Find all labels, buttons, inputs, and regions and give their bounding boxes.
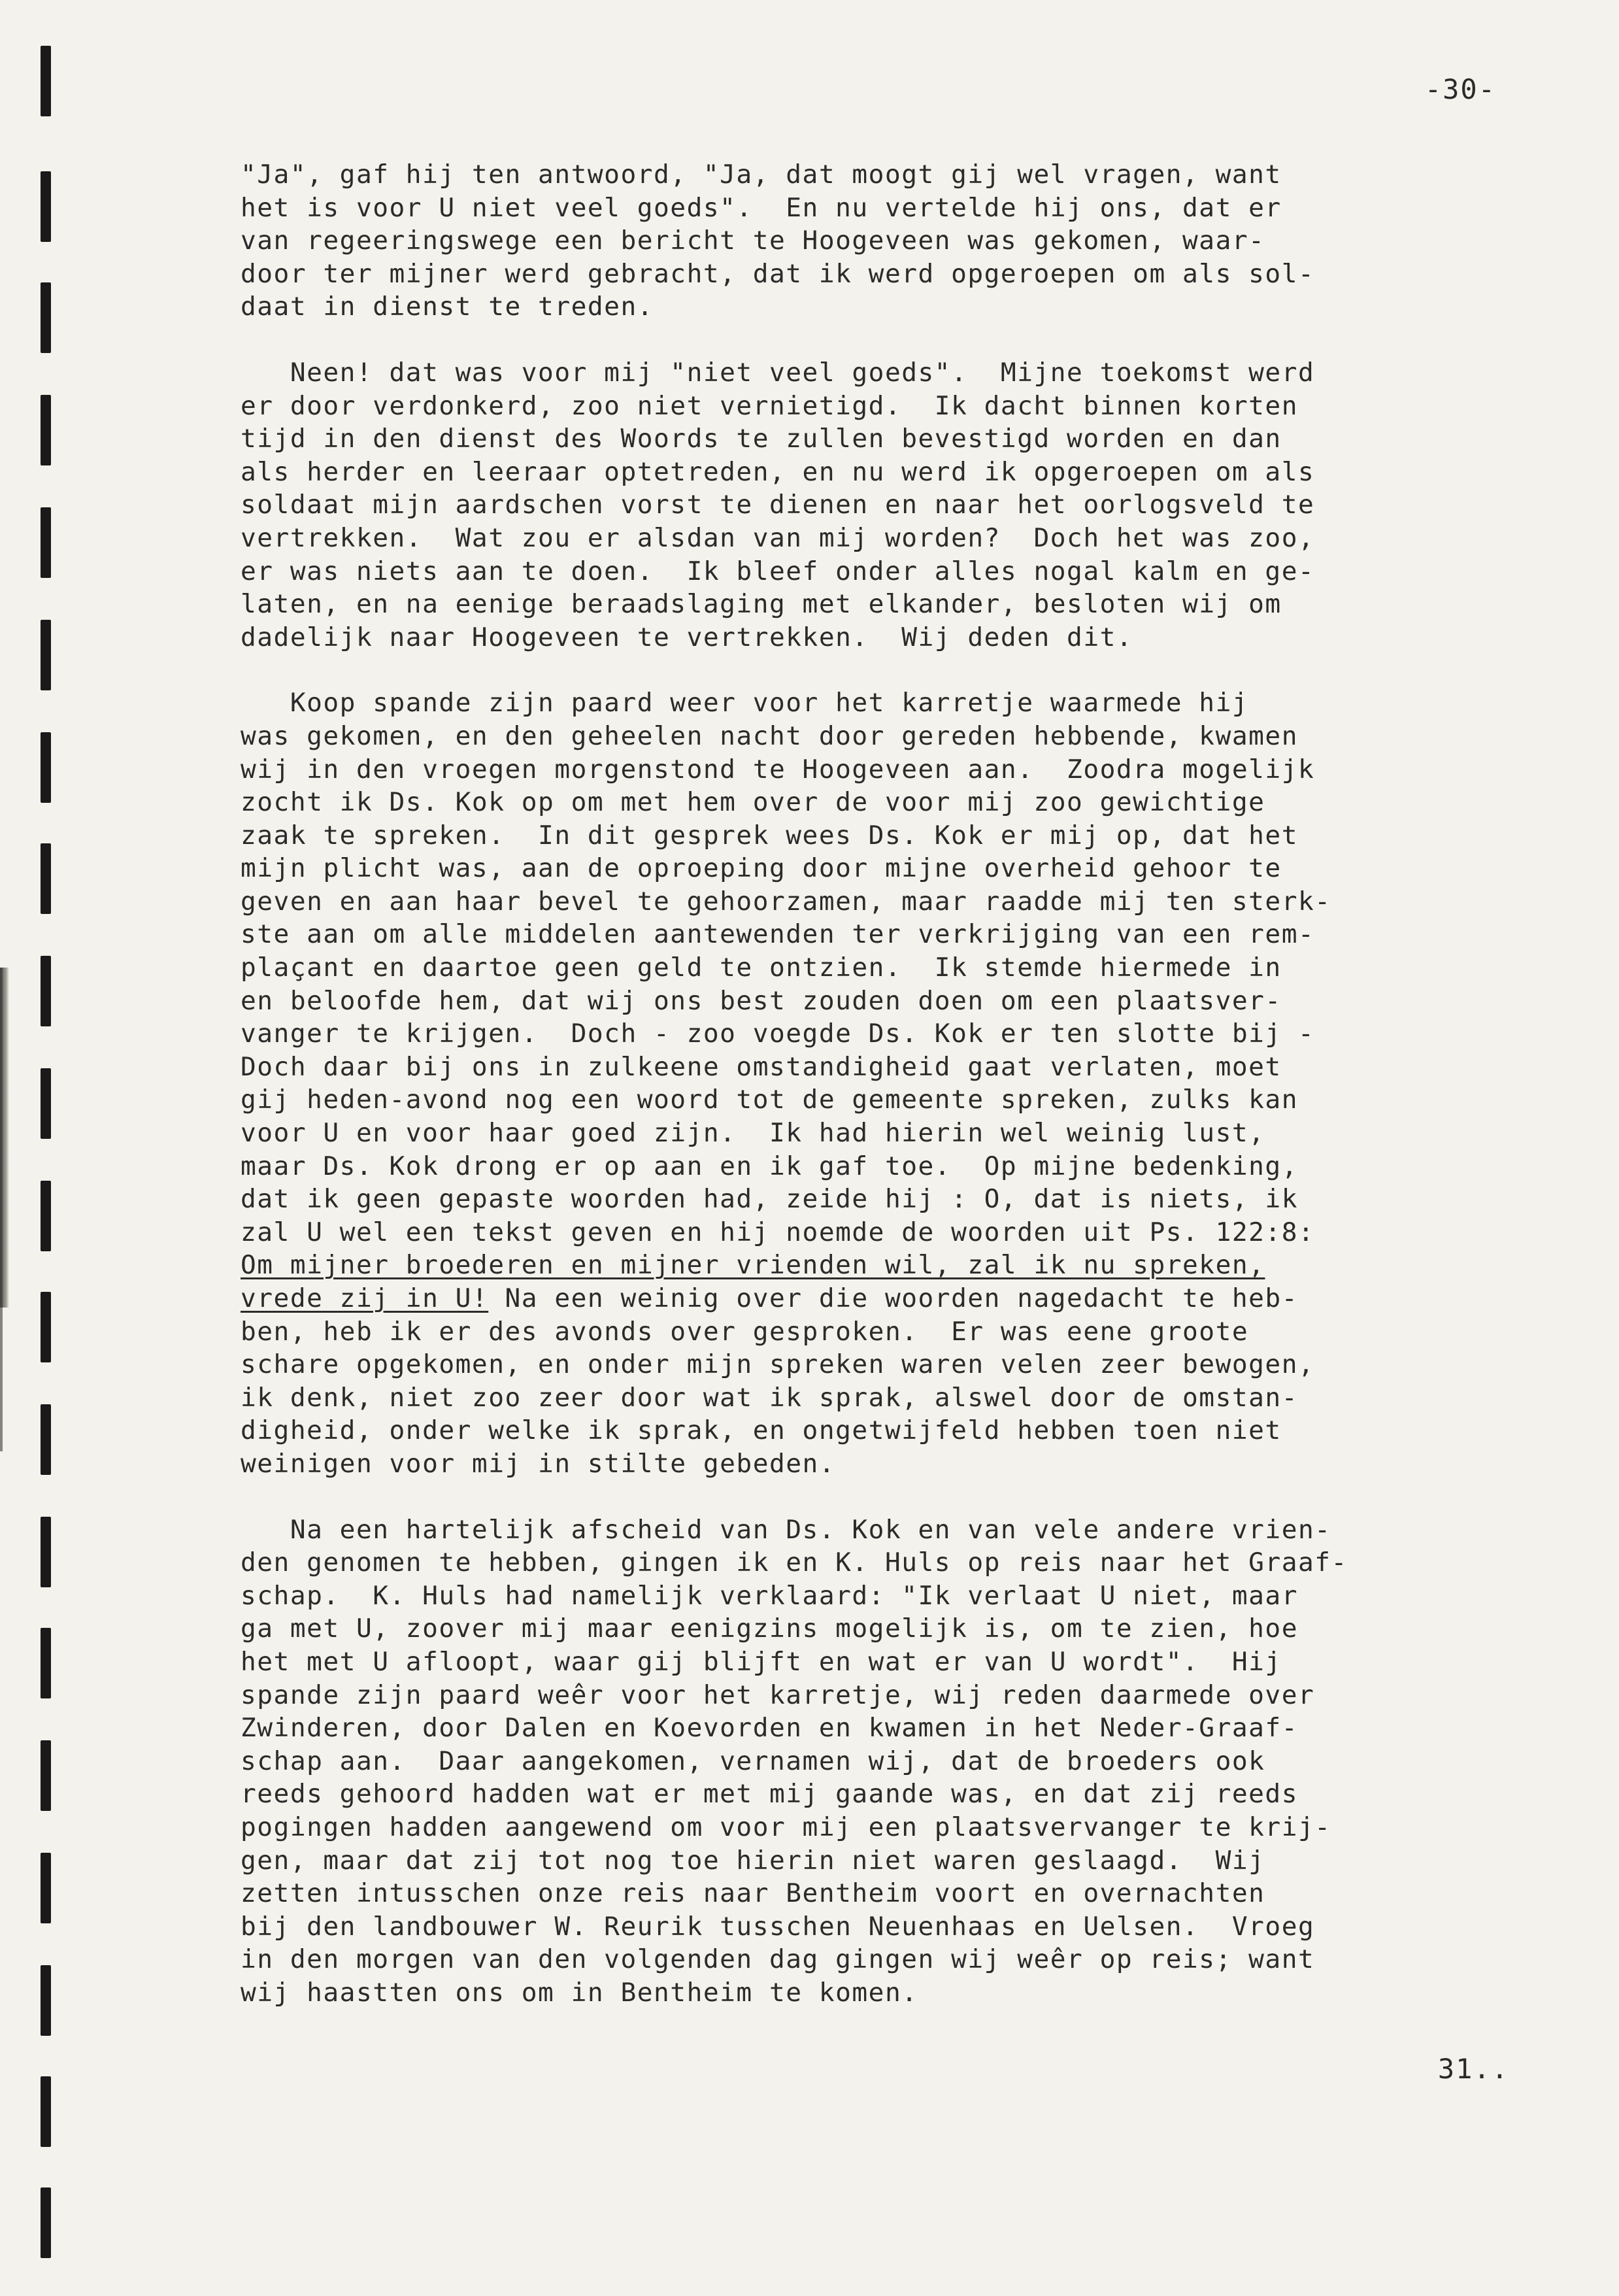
binding-hole [41,1628,51,1698]
page-edge-line [0,968,3,1451]
binding-hole [41,171,51,242]
text-line: schare opgekomen, en onder mijn spreken waren velen zeer bewogen, [241,1349,1315,1380]
binding-hole [41,732,51,803]
text-line: voor U en voor haar goed zijn. Ik had hierin wel weinig lust, [241,1118,1265,1149]
binding-hole [41,1740,51,1811]
text-line: was gekomen, en den geheelen nacht door gereden hebbende, kwamen [241,720,1298,751]
text-line: Zwinderen, door Dalen en Koevorden en kwamen in het Neder-Graaf- [241,1713,1298,1744]
text-line: er door verdonkerd, zoo niet vernietigd. Ik dacht binnen korten [241,390,1298,421]
text-line: gen, maar dat zij tot nog toe hierin niet waren geslaagd. Wij [241,1845,1265,1876]
binding-hole [41,843,51,914]
text-line: plaçant en daartoe geen geld te ontzien. Ik stemde hiermede in [241,953,1282,983]
text-line: van regeeringswege een bericht te Hoogeveen was gekomen, waar- [241,226,1265,256]
text-line: reeds gehoord hadden wat er met mij gaande was, en dat zij reeds [241,1779,1298,1810]
text-line: zaak te spreken. In dit gesprek wees Ds. Kok er mij op, dat het [241,820,1298,851]
text-line: wij haastten ons om in Bentheim te komen. [241,1977,918,2008]
binding-hole [41,395,51,465]
text-line: dat ik geen gepaste woorden had, zeide hij : O, dat is niets, ik [241,1184,1298,1215]
text-line: zal U wel een tekst geven en hij noemde de woorden uit Ps. 122:8: [241,1217,1315,1247]
text-line: den genomen te hebben, gingen ik en K. Huls op reis naar het Graaf- [241,1547,1348,1578]
text-line: Na een hartelijk afscheid van Ds. Kok en van vele andere vrien- [241,1514,1331,1545]
binding-hole [41,1292,51,1362]
text-line: wij in den vroegen morgenstond te Hoogeveen aan. Zoodra mogelijk [241,754,1315,785]
text-line: weinigen voor mij in stilte gebeden. [241,1448,836,1479]
text-line: het met U afloopt, waar gij blijft en wat er van U wordt". Hij [241,1646,1282,1677]
text-line: maar Ds. Kok drong er op aan en ik gaf toe. Op mijne bedenking, [241,1151,1298,1181]
text-line: zetten intusschen onze reis naar Bentheim voort en overnachten [241,1878,1265,1909]
text-line: schap. K. Huls had namelijk verklaard: "Ik verlaat U niet, maar [241,1580,1298,1611]
binding-hole [41,507,51,578]
text-line: dadelijk naar Hoogeveen te vertrekken. Wij deden dit. [241,622,1133,652]
text-fragment: Na een weinig over die woorden nagedacht te heb- [488,1283,1298,1313]
binding-hole [41,2187,51,2258]
text-line: bij den landbouwer W. Reurik tusschen Neuenhaas en Uelsen. Vroeg [241,1911,1315,1942]
text-line: en beloofde hem, dat wij ons best zouden doen om een plaatsver- [241,985,1282,1016]
paragraph-2 [241,356,1561,654]
underlined-quote: Om mijner broederen en mijner vrienden wil, zal ik nu spreken, [241,1250,1265,1281]
text-line: als herder en leeraar optetreden, en nu werd ik opgeroepen om als [241,456,1315,487]
paragraph-1 [241,158,1561,324]
text-line: Doch daar bij ons in zulkeene omstandigheid gaat verlaten, moet [241,1051,1282,1082]
text-line: vanger te krijgen. Doch - zoo voegde Ds. Kok er ten slotte bij - [241,1019,1315,1049]
text-line: zocht ik Ds. Kok op om met hem over de voor mij zoo gewichtige [241,787,1265,818]
text-line: laten, en na eenige beraadslaging met elkander, besloten wij om [241,589,1282,620]
binding-hole [41,46,51,116]
text-line: er was niets aan te doen. Ik bleef onder alles nogal kalm en ge- [241,556,1315,586]
text-line: daat in dienst te treden. [241,292,654,322]
text-line [241,1282,1561,1315]
text-line: schap aan. Daar aangekomen, vernamen wij, dat de broeders ook [241,1746,1265,1776]
body-text [241,158,1561,2042]
text-line: Koop spande zijn paard weer voor het karretje waarmede hij [241,688,1249,718]
binding-hole [41,620,51,690]
text-line: ste aan om alle middelen aantewenden ter verkrijging van een rem- [241,919,1315,950]
text-line: mijn plicht was, aan de oproeping door mijne overheid gehoor te [241,853,1282,884]
binding-hole [41,956,51,1026]
paragraph-4 [241,1513,1561,2010]
text-line: vertrekken. Wat zou er alsdan van mij worden? Doch het was zoo, [241,522,1315,553]
catchword: 31.. [1437,2053,1509,2085]
text-line: ben, heb ik er des avonds over gesproken. Er was eene groote [241,1316,1249,1347]
page-number: -30- [1424,73,1496,105]
text-line: soldaat mijn aardschen vorst te dienen en naar het oorlogsveld te [241,490,1315,520]
text-line: ga met U, zoover mij maar eenigzins mogelijk is, om te zien, hoe [241,1613,1298,1644]
binding-hole [41,1853,51,1923]
underlined-quote-line [241,1249,1561,1282]
text-line: tijd in den dienst des Woords te zullen bevestigd worden en dan [241,424,1282,454]
text-line: gij heden-avond nog een woord tot de gemeente spreken, zulks kan [241,1085,1298,1115]
text-line: geven en aan haar bevel te gehoorzamen, maar raadde mij ten sterk- [241,886,1331,917]
text-line: ik denk, niet zoo zeer door wat ik sprak, alswel door de omstan- [241,1382,1298,1413]
binding-hole [41,1404,51,1475]
binding-hole [41,1517,51,1587]
text-line: digheid, onder welke ik sprak, en ongetwijfeld hebben toen niet [241,1415,1282,1446]
text-line: in den morgen van den volgenden dag gingen wij weêr op reis; want [241,1944,1315,1975]
paragraph-3 [241,686,1561,1480]
binding-hole [41,1181,51,1251]
text-line: Neen! dat was voor mij "niet veel goeds". Mijne toekomst werd [241,357,1315,388]
binding-hole [41,282,51,353]
text-line: pogingen hadden aangewend om voor mij een plaatsvervanger te krij- [241,1812,1331,1842]
underlined-quote: vrede zij in U! [241,1283,489,1313]
text-line: "Ja", gaf hij ten antwoord, "Ja, dat moogt gij wel vragen, want [241,160,1282,190]
binding-holes [41,0,55,2296]
binding-hole [41,1965,51,2036]
text-line: spande zijn paard weêr voor het karretje, wij reden daarmede over [241,1680,1315,1710]
text-line: het is voor U niet veel goeds". En nu vertelde hij ons, dat er [241,192,1282,223]
text-line: door ter mijner werd gebracht, dat ik werd opgeroepen om als sol- [241,258,1315,289]
binding-hole [41,1068,51,1139]
binding-hole [41,2076,51,2147]
